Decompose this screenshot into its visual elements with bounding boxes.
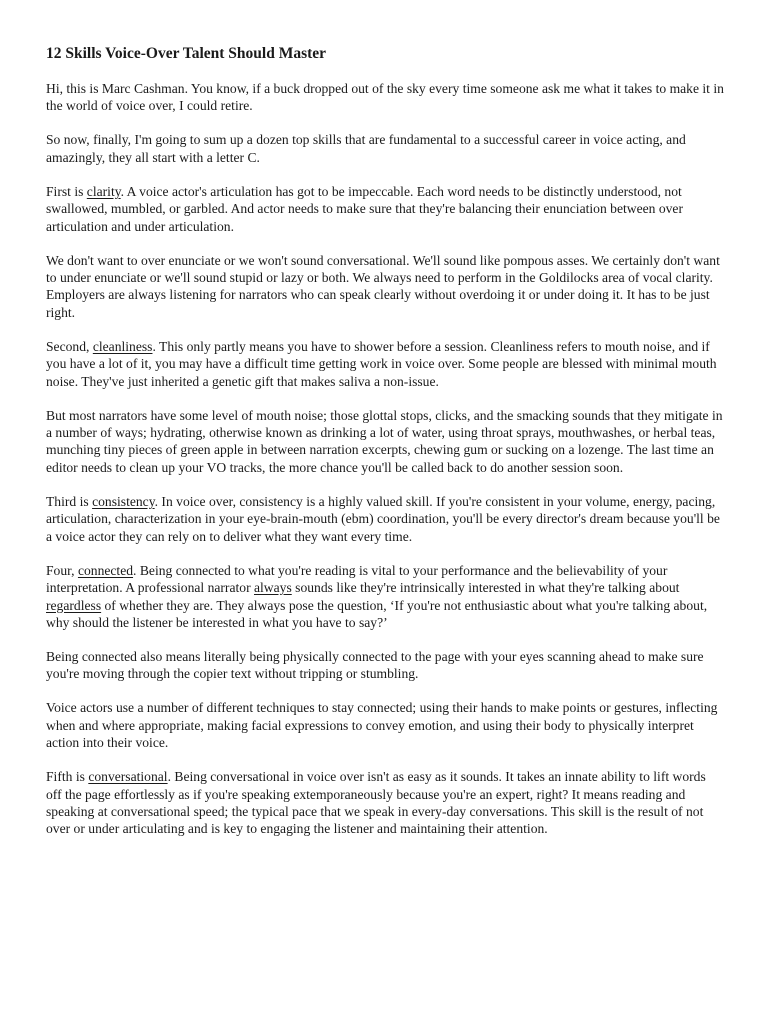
paragraph-text: Four, xyxy=(46,562,78,578)
paragraph-text: Second, xyxy=(46,338,93,354)
skill-term-conversational: conversational xyxy=(88,769,168,785)
paragraph-text: . In voice over, consistency is a highly valued skill. If you're consistent in your volume, energy, pacing, articulation, characterization in your eye-brain-mouth (ebm) coordination, you'll be every director's dream because you'll be a voice actor they can rely on to deliver what they want every time. xyxy=(46,493,720,544)
paragraph-connected-physical xyxy=(46,648,724,683)
paragraph-conversational xyxy=(46,768,724,838)
paragraph-text: of whether they are. They always pose the question, ‘If you're not enthusiastic about what you're talking about, why should the listener be interested in what you have to say?’ xyxy=(46,597,708,630)
document-page xyxy=(46,44,724,854)
paragraph-text: But most narrators have some level of mouth noise; those glottal stops, clicks, and the smacking sounds that they mitigate in a number of ways; hydrating, otherwise known as drinking a lot of water, using throat sprays, mouthwashes, or herbal teas, munching tiny pieces of green apple in between narration excerpts, chewing gum or sucking on a lozenge. The last time an editor needs to clean up your VO tracks, the more chance you'll be called back to do another session soon. xyxy=(46,407,723,475)
skill-term-clarity: clarity xyxy=(86,183,121,199)
paragraph-text: sounds like they're intrinsically interested in what they're talking about xyxy=(291,580,680,596)
document-title: 12 Skills Voice-Over Talent Should Master xyxy=(46,45,327,62)
skill-term-consistency: consistency xyxy=(92,493,155,509)
paragraph-text: Voice actors use a number of different techniques to stay connected; using their hands to make points or gestures, inflecting when and where appropriate, making facial expressions to convey emotion, and using their body to physically interpret action into their voice. xyxy=(46,700,718,751)
paragraph-text: Hi, this is Marc Cashman. You know, if a buck dropped out of the sky every time someone ask me what it takes to make it in the world of voice over, I could retire. xyxy=(46,81,724,114)
paragraph-text: We don't want to over enunciate or we won't sound conversational. We'll sound like pompous asses. We certainly don't want to under enunciate or we'll sound stupid or lazy or both. We always need to perform in the Goldilocks area of vocal clarity. Employers are always listening for narrators who can speak clearly without overdoing it or under doing it. It has to be just right. xyxy=(46,252,720,320)
skill-term-cleanliness: cleanliness xyxy=(92,338,153,354)
paragraph-clarity xyxy=(46,183,724,235)
emphasis-always: always xyxy=(254,580,292,596)
paragraph-connected xyxy=(46,562,724,632)
paragraph-cleanliness xyxy=(46,338,724,390)
paragraph-connected-techniques xyxy=(46,699,724,751)
paragraph-consistency xyxy=(46,493,724,545)
paragraph-intro xyxy=(46,80,724,115)
paragraph-text: . This only partly means you have to shower before a session. Cleanliness refers to mouth noise, and if you have a lot of it, you may have a difficult time getting work in voice over. Some people are blessed with minimal mouth noise. They've just inherited a genetic gift that makes saliva a non-issue. xyxy=(46,338,717,389)
paragraph-text: . Being conversational in voice over isn't as easy as it sounds. It takes an innate ability to lift words off the page effortlessly as if you're speaking extemporaneously because you're an expert, right? It means reading and speaking at conversational speed; the typical pace that we speak in every-day conversations. This skill is the result of not over or under articulating and is key to engaging the listener and maintaining their attention. xyxy=(46,769,706,837)
paragraph-text: First is xyxy=(46,183,87,199)
skill-term-connected: connected xyxy=(77,562,134,578)
paragraph-text: . A voice actor's articulation has got to be impeccable. Each word needs to be distinctly understood, not swallowed, mumbled, or garbled. And actor needs to make sure that they're balancing their enunciation between over articulation and under articulation. xyxy=(46,183,683,234)
paragraph-text: Being connected also means literally being physically connected to the page with your eyes scanning ahead to make sure you're moving through the copier text without tripping or stumbling. xyxy=(46,648,704,682)
paragraph-text: . Being connected to what you're reading is vital to your performance and the believability of your interpretation. A professional narrator xyxy=(46,562,668,596)
paragraph-clarity-detail xyxy=(46,252,724,322)
paragraph-cleanliness-detail xyxy=(46,407,724,477)
paragraph-text: Fifth is xyxy=(46,769,89,785)
paragraph-text: Third is xyxy=(46,493,93,509)
emphasis-regardless: regardless xyxy=(46,597,102,613)
paragraph-text: So now, finally, I'm going to sum up a dozen top skills that are fundamental to a successful career in voice acting, and amazingly, they all start with a letter C. xyxy=(46,132,686,165)
paragraph-overview xyxy=(46,131,724,166)
